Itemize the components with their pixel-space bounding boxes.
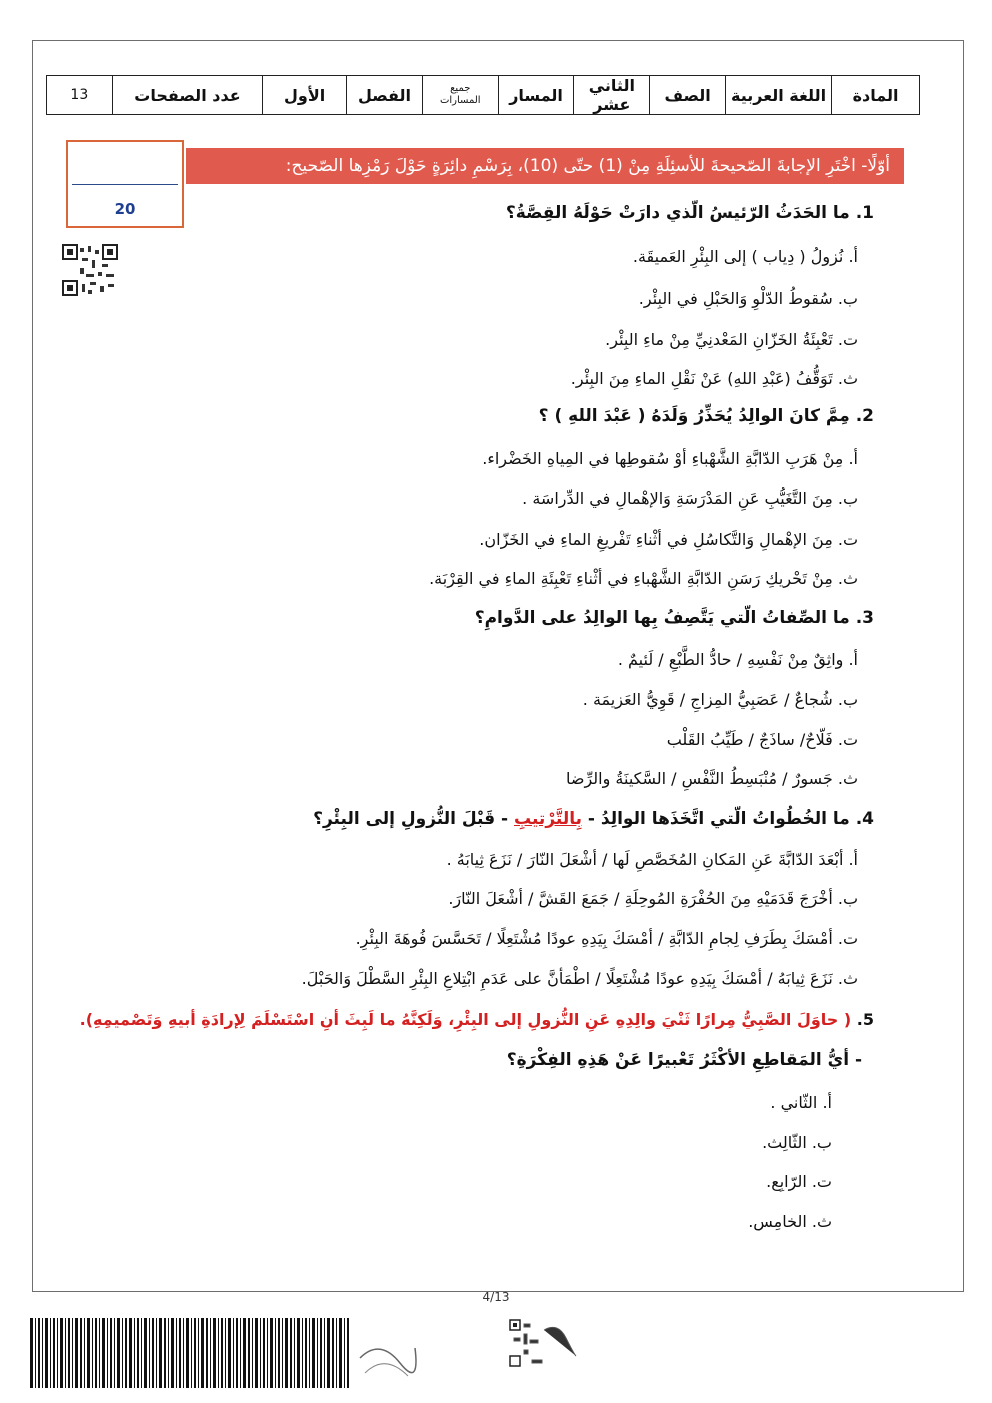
track-value-line2: المسارات: [439, 95, 481, 106]
question-4-number: 4.: [855, 809, 874, 829]
q2-option-c[interactable]: ت. مِنَ الإهْمالِ وَالتَّكاسُلِ في أثْناءِ تَفْريغِ الماءِ في الخَزّان.: [479, 530, 858, 549]
pages-value: 13: [47, 76, 113, 115]
question-4: [313, 809, 874, 829]
question-4-text-underlined: بِالتَّرْتيبِ: [514, 809, 582, 829]
question-5-quote: ( حاوَلَ الصَّبِيُّ مِرارًا ثَنْيَ والِدِهِ عَنِ النُّزولِ إلى البِئْرِ، وَلَكِنَّهُ ما لَبِثَ أنِ اسْتَسْلَمَ لِإرادَةِ أبيهِ وَتَصْميمِهِ).: [79, 1010, 852, 1029]
track-value-line1: جميع: [450, 83, 471, 94]
q4-option-d[interactable]: ث. نَزَعَ ثِيابَهُ / أمْسَكَ بِيَدِهِ عودًا مُشْتَعِلًا / اطْمَأنَّ على عَدَمِ ابْتِلاعِ البِئْرِ السَّطْلَ وَالحَبْلَ.: [301, 969, 858, 988]
grade-label: الصف: [650, 76, 726, 115]
q5-option-d[interactable]: ث. الخامِس.: [748, 1212, 832, 1231]
q1-option-d[interactable]: ث. تَوَقُّفُ (عَبْدِ اللهِ) عَنْ نَقْلِ الماءِ مِنَ البِئْر.: [570, 369, 858, 388]
track-label: المسار: [498, 76, 574, 115]
qr-code-icon: [62, 244, 118, 296]
grade-value: الثاني عشر: [574, 76, 650, 115]
question-1-text: ما الحَدَثُ الرّئيسُ الّذي دارَتْ حَوْلَهُ القِصَّةُ؟: [505, 203, 850, 223]
subject-label: المادة: [832, 76, 920, 115]
subject-value: اللغة العربية: [726, 76, 832, 115]
score-value: 20: [114, 200, 136, 218]
question-4-text-after: - قَبْلَ النُّزولِ إلى البِئْرِ؟: [313, 809, 514, 829]
q4-option-c[interactable]: ت. أمْسَكَ بِطَرَفِ لِجامِ الدّابَّةِ / أمْسَكَ بِيَدِهِ عودًا مُشْتَعِلًا / تَحَسَّسَ فُوهَةَ البِئْرِ.: [355, 929, 858, 948]
q2-option-b[interactable]: ب. مِنَ التَّغَيُّبِ عَنِ المَدْرَسَةِ وَالإهْمالِ في الدِّراسَة .: [522, 489, 858, 508]
stamp-icon: [500, 1316, 580, 1376]
q1-option-b[interactable]: ب. سُقوطُ الدّلْوِ وَالحَبْلِ في البِئْر.: [638, 289, 858, 308]
page-number: 4/13: [482, 1290, 510, 1304]
question-2: [539, 406, 874, 426]
q1-option-c[interactable]: ت. تَعْبِئَةُ الخَزّانِ المَعْدنِيِّ مِنْ ماءِ البِئْر.: [605, 330, 858, 349]
q2-option-d[interactable]: ث. مِنْ تَحْريكِ رَسَنِ الدّابَّةِ الشَّهْباءِ في أثْناءِ تَعْبِئَةِ الماءِ في القِرْبَة.: [429, 569, 858, 588]
term-value: الأول: [263, 76, 347, 115]
track-value: [422, 76, 498, 115]
instruction-banner: أوّلًا- اخْتَرِ الإجابةَ الصّحيحةَ للأسئِلَةِ مِنْ (1) حتّى (10)، بِرَسْمِ دائِرَةٍ حَوْلَ رَمْزِها الصّحيح:: [186, 148, 904, 184]
question-5: [80, 1010, 874, 1029]
question-3-number: 3.: [855, 608, 874, 628]
q5-option-a[interactable]: أ. الثّاني .: [770, 1093, 832, 1112]
q4-option-b[interactable]: ب. أخْرَجَ قَدَمَيْهِ مِنَ الحُفْرَةِ المُوحِلَةِ / جَمَعَ القَشَّ / أشْعَلَ النّارَ.: [448, 889, 858, 908]
q5-option-c[interactable]: ت. الرّابِع.: [766, 1172, 832, 1191]
score-box: [66, 140, 184, 228]
q3-option-c[interactable]: ت. فَلّاحٌ/ ساذَجٌ / طَيِّبُ القَلْب: [666, 730, 858, 749]
q2-option-a[interactable]: أ. مِنْ هَرَبِ الدّابَّةِ الشَّهْباءِ أوْ سُقوطِها في المِياهِ الخَضْراء.: [482, 449, 858, 468]
barcode-icon: [30, 1318, 420, 1388]
question-3: [475, 608, 874, 628]
score-divider: [72, 184, 178, 185]
exam-header-table: [46, 75, 920, 115]
question-5-text: - أيُّ المَقاطِعِ الأكْثَرُ تَعْبيرًا عَنْ هَذِهِ الفِكْرَةِ؟: [506, 1050, 862, 1070]
question-2-number: 2.: [855, 406, 874, 426]
q1-option-a[interactable]: أ. نُزولُ ( دِياب ) إلى البِئْرِ العَميقَة.: [632, 247, 858, 266]
q3-option-d[interactable]: ث. جَسورٌ / مُنْبَسِطُ النَّفْسِ / السَّكينَةُ والرِّضا: [565, 769, 858, 788]
question-1: [506, 203, 874, 223]
q3-option-b[interactable]: ب. شُجاعٌ / عَصَبِيُّ المِزاجِ / قَوِيُّ العَزيمَة .: [582, 690, 858, 709]
question-3-text: ما الصِّفاتُ الّتي يَتَّصِفُ بِها الوالِدُ على الدَّوامِ؟: [474, 608, 850, 628]
term-label: الفصل: [347, 76, 423, 115]
q5-option-b[interactable]: ب. الثّالِث.: [762, 1133, 832, 1152]
pages-label: عدد الصفحات: [112, 76, 263, 115]
question-5-number: 5.: [856, 1010, 874, 1029]
question-2-text: مِمَّ كانَ الوالِدُ يُحَذِّرُ وَلَدَهُ ( عَبْدَ اللهِ ) ؟: [538, 406, 850, 426]
q4-option-a[interactable]: أ. أبْعَدَ الدّابَّةَ عَنِ المَكانِ المُخَصَّصِ لَها / أشْعَلَ النّارَ / نَزَعَ ثِيابَهُ .: [446, 850, 858, 869]
q3-option-a[interactable]: أ. واثِقٌ مِنْ نَفْسِهِ / حادُّ الطَّبْعِ / لَئيمٌ .: [617, 650, 858, 669]
question-1-number: 1.: [855, 203, 874, 223]
question-4-text-before: ما الخُطُواتُ الّتي اتَّخَذَها الوالِدُ -: [581, 809, 850, 829]
